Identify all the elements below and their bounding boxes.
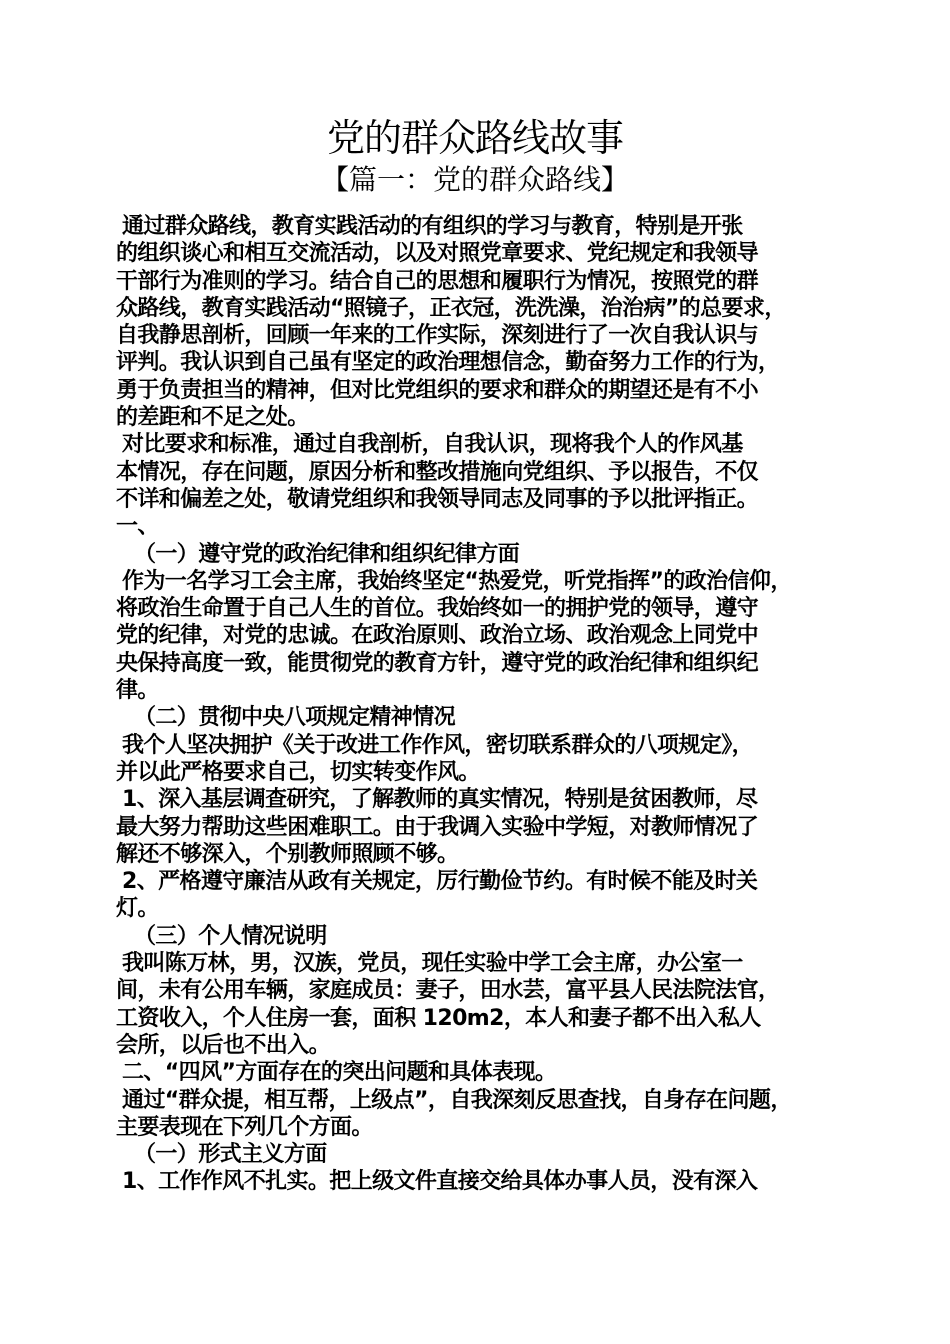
body-text-line: 灯。: [116, 896, 159, 922]
body-text-line: （二）贯彻中央八项规定精神情况: [134, 705, 456, 731]
body-text-line: （三）个人情况说明: [134, 923, 327, 949]
body-text-line: 众路线，教育实践活动“照镜子，正衣冠，洗洗澡，治治病”的总要求，: [116, 295, 786, 321]
body-text-line: 评判。我认识到自己虽有坚定的政治理想信念，勤奋努力工作的行为，: [116, 350, 780, 376]
body-text-line: 勇于负责担当的精神，但对比党组织的要求和群众的期望还是有不小: [116, 377, 759, 403]
body-text-line: 央保持高度一致，能贯彻党的教育方针，遵守党的政治纪律和组织纪: [116, 650, 759, 676]
body-text-line: 通过“群众提，相互帮，上级点”，自我深刻反思查找，自身存在问题，: [122, 1087, 792, 1113]
body-text-line: 干部行为准则的学习。结合自己的思想和履职行为情况，按照党的群: [116, 268, 759, 294]
body-text-line: 本情况，存在问题，原因分析和整改措施向党组织、予以报告，不仅: [116, 459, 759, 485]
body-text-line: 我个人坚决拥护《关于改进工作作风，密切联系群众的八项规定》，: [122, 732, 754, 758]
body-text-line: 最大努力帮助这些困难职工。由于我调入实验中学短，对教师情况了: [116, 814, 759, 840]
body-text-line: 间，未有公用车辆，家庭成员：妻子，田水芸，富平县人民法院法官，: [116, 978, 780, 1004]
body-text-line: 1、工作作风不扎实。把上级文件直接交给具体办事人员，没有深入: [122, 1169, 758, 1195]
body-text-line: 的差距和不足之处。: [116, 405, 309, 431]
body-text-line: 作为一名学习工会主席，我始终坚定“热爱党，听党指挥”的政治信仰，: [122, 568, 792, 594]
document-body: [116, 213, 846, 1196]
body-text-line: 一、: [116, 514, 159, 540]
body-text-line: 二、“四风”方面存在的突出问题和具体表现。: [122, 1060, 557, 1086]
document-title: 党的群众路线故事: [326, 116, 623, 160]
body-text-line: 我叫陈万林，男，汉族，党员，现任实验中学工会主席，办公室一: [122, 951, 743, 977]
body-text-line: 工资收入，个人住房一套，面积 120m2，本人和妻子都不出入私人: [116, 1005, 761, 1031]
body-text-line: 不详和偏差之处，敬请党组织和我领导同志及同事的予以批评指正。: [116, 486, 759, 512]
body-text-line: 会所，以后也不出入。: [116, 1032, 331, 1058]
body-text-line: 通过群众路线，教育实践活动的有组织的学习与教育，特别是开张: [122, 214, 743, 239]
body-text-line: 律。: [116, 678, 159, 704]
body-text-line: 对比要求和标准，通过自我剖析，自我认识，现将我个人的作风基: [122, 432, 743, 458]
body-text-line: 并以此严格要求自己，切实转变作风。: [116, 759, 480, 785]
body-text-line: 1、深入基层调查研究，了解教师的真实情况，特别是贫困教师，尽: [122, 787, 758, 813]
body-text-line: 党的纪律，对党的忠诚。在政治原则、政治立场、政治观念上同党中: [116, 623, 759, 649]
body-text-line: 将政治生命置于自己人生的首位。我始终如一的拥护党的领导，遵守: [116, 596, 759, 622]
body-text-line: 解还不够深入，个别教师照顾不够。: [116, 841, 459, 867]
body-text-line: 自我静思剖析，回顾一年来的工作实际，深刻进行了一次自我认识与: [116, 323, 759, 349]
body-text-line: 2、严格遵守廉洁从政有关规定，厉行勤俭节约。有时候不能及时关: [122, 869, 758, 895]
document-subtitle: 【篇一：党的群众路线】: [320, 163, 629, 196]
body-text-line: 的组织谈心和相互交流活动，以及对照党章要求、党纪规定和我领导: [116, 241, 759, 267]
body-text-line: （一）形式主义方面: [134, 1142, 327, 1168]
body-text-line: 主要表现在下列几个方面。: [116, 1114, 373, 1140]
body-text-line: （一）遵守党的政治纪律和组织纪律方面: [134, 541, 520, 567]
